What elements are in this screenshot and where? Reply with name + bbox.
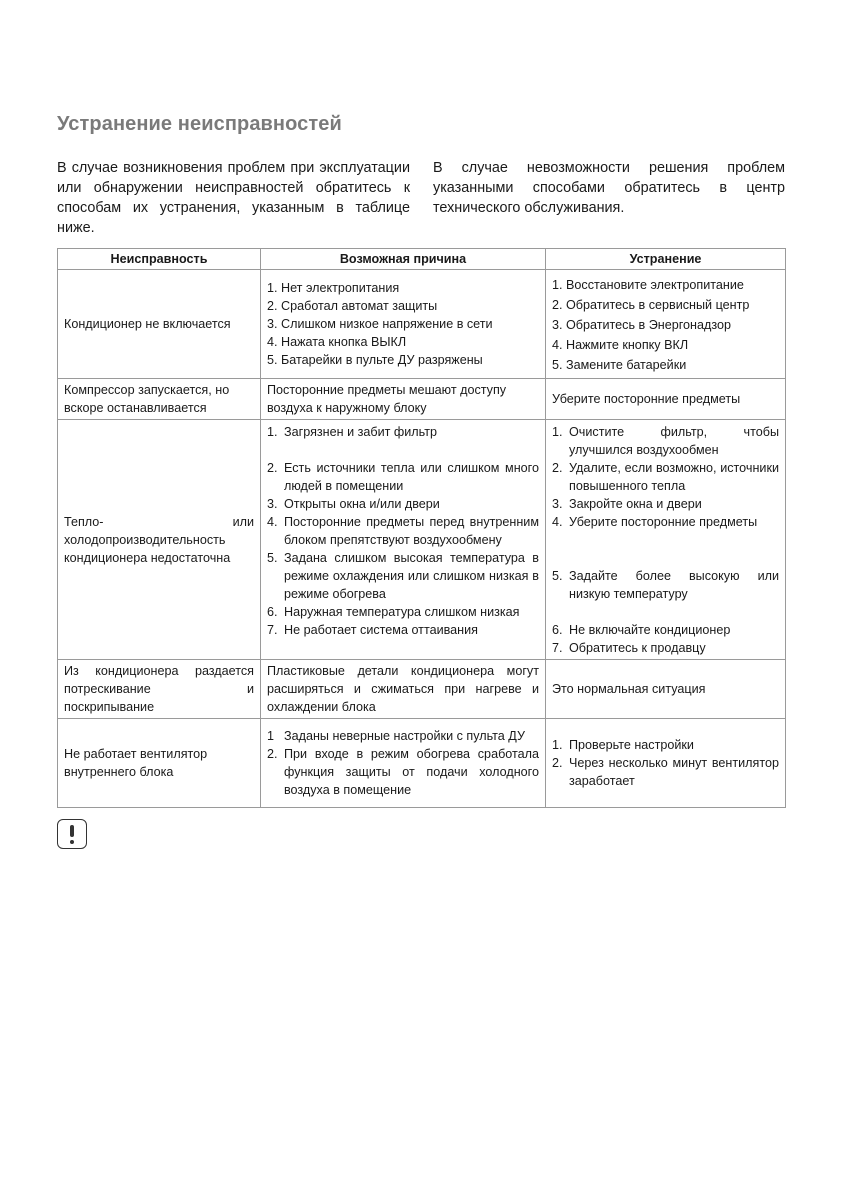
fix-cell [546,420,786,660]
table-row [58,719,786,808]
cause-line: 5. Батарейки в пульте ДУ разряжены [267,353,483,367]
fault-cell: Не работает вентилятор внутреннего блока [58,719,261,808]
fix-item: 2. Удалите, если возможно, источники повышенного тепла [552,461,779,493]
fix-cell: Уберите посторонние предметы [546,379,786,420]
cause-item: 2. При входе в режим обогрева сработала функция защиты от подачи холодного воздуха в помещение [267,747,539,797]
intro-text-right: В случае невозможности решения проблем указанными способами обратитесь в центр технического обслуживания. [433,160,785,216]
table-row [58,379,786,420]
fix-line: 1. Восстановите электропитание [552,278,744,292]
fix-line: 5. Замените батарейки [552,358,687,372]
fault-cell: Компрессор запускается, но вскоре останавливается [58,379,261,420]
fix-item: 7. Обратитесь к продавцу [552,641,706,655]
intro-text-left: В случае возникновения проблем при эксплуатации или обнаружении неисправностей обратитесь к способам их устранения, указанным в таблице ниже. [57,160,410,236]
fault-cell: Кондиционер не включается [58,270,261,379]
cause-cell: Пластиковые детали кондиционера могут расширяться и сжиматься при нагреве и охлаждении блока [261,660,546,719]
table-row [58,420,786,660]
cause-item: 4. Посторонние предметы перед внутренним блоком препятствуют воздухообмену [267,515,539,547]
cause-cell [261,270,546,379]
exclamation-dot [70,840,74,844]
cause-cell [261,719,546,808]
cause-line: 1. Нет электропитания [267,281,400,295]
cause-item: 1. Загрязнен и забит фильтр [267,425,437,439]
fix-item: 6. Не включайте кондиционер [552,623,731,637]
cause-item: 5. Задана слишком высокая температура в режиме охлаждения или слишком низкая в режиме обогрева [267,551,539,601]
fix-item: 3. Закройте окна и двери [552,497,702,511]
cause-item: 3. Открыты окна и/или двери [267,497,440,511]
fix-cell [546,270,786,379]
cause-line: 2. Сработал автомат защиты [267,299,438,313]
cause-item: 2. Есть источники тепла или слишком много людей в помещении [267,461,539,493]
fix-line: 3. Обратитесь в Энергонадзор [552,318,732,332]
cause-item: 7. Не работает система оттаивания [267,623,478,637]
cause-cell [261,420,546,660]
fix-item: 2. Через несколько минут вентилятор заработает [552,756,779,788]
fault-cell: Из кондиционера раздается потрескивание и поскрипывание [58,660,261,719]
fix-item: 1. Проверьте настройки [552,738,694,752]
table-row [58,270,786,379]
table-header-row [58,249,786,270]
header-fault: Неисправность [58,249,261,270]
fix-cell [546,719,786,808]
fault-cell: Тепло- или холодопроизводительность кондиционера недостаточна [58,420,261,660]
fix-item: 5. Задайте более высокую или низкую температуру [552,569,779,601]
fix-line: 2. Обратитесь в сервисный центр [552,298,750,312]
header-fix: Устранение [546,249,786,270]
cause-cell: Посторонние предметы мешают доступу воздуха к наружному блоку [261,379,546,420]
header-cause: Возможная причина [261,249,546,270]
fix-cell: Это нормальная ситуация [546,660,786,719]
table-row [58,660,786,719]
troubleshooting-table [57,248,786,808]
fix-item: 1. Очистите фильтр, чтобы улучшился воздухообмен [552,425,779,457]
fix-item: 4. Уберите посторонние предметы [552,515,758,529]
page-title: Устранение неисправностей [57,113,342,135]
exclamation-bar [70,825,74,837]
cause-line: 3. Слишком низкое напряжение в сети [267,317,493,331]
fix-line: 4. Нажмите кнопку ВКЛ [552,338,689,352]
cause-item: 1 Заданы неверные настройки с пульта ДУ [267,729,525,743]
cause-line: 4. Нажата кнопка ВЫКЛ [267,335,407,349]
exclamation-note-icon [57,819,87,849]
cause-item: 6. Наружная температура слишком низкая [267,605,520,619]
